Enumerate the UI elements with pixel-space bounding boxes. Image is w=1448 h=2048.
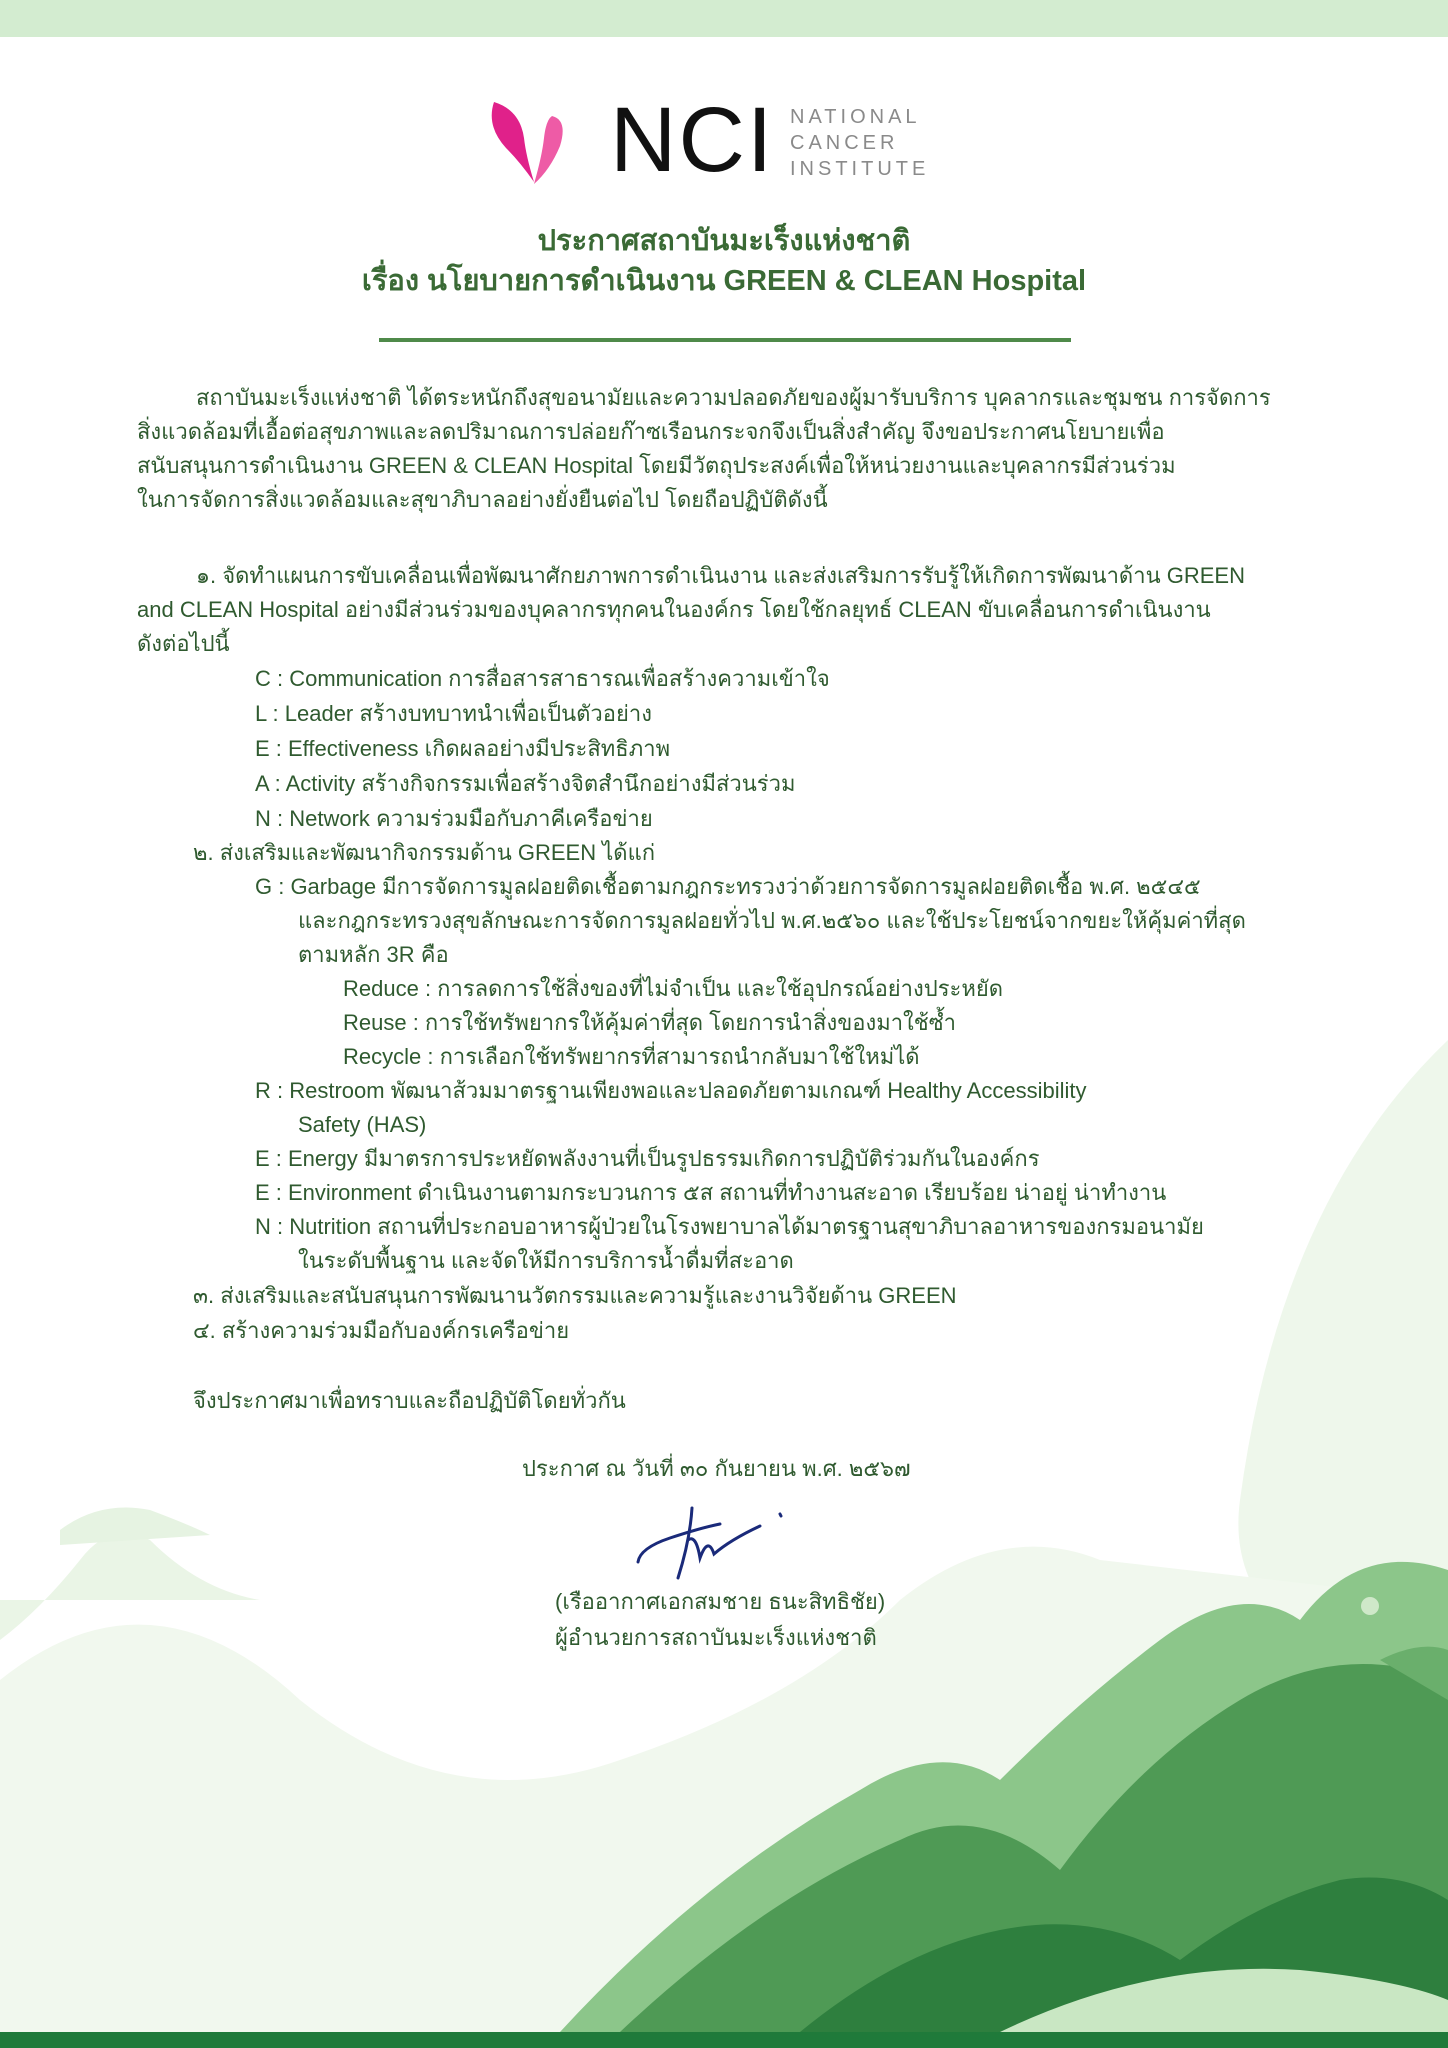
green-garbage: G : Garbage มีการจัดการมูลฝอยติดเชื้อตามกฎกระทรวงว่าด้วยการจัดการมูลฝอยติดเชื้อ พ.ศ. ๒๕๔๕ [255, 874, 1201, 899]
announcement-title: ประกาศสถาบันมะเร็งแห่งชาติ [537, 225, 911, 257]
signer-name: (เรืออากาศเอกสมชาย ธนะสิทธิชัย) [555, 1589, 886, 1614]
logo-line: INSTITUTE [790, 158, 930, 180]
item-1-line: ดังต่อไปนี้ [137, 631, 230, 656]
clean-item: N : Network ความร่วมมือกับภาคีเครือข่าย [255, 806, 653, 831]
intro-line: สิ่งแวดล้อมที่เอื้อต่อสุขภาพและลดปริมาณการปล่อยก๊าซเรือนกระจกจึงเป็นสิ่งสำคัญ จึงขอประกาศนโยบายเพื่อ [137, 419, 1165, 444]
green-garbage-cont: ตามหลัก 3R คือ [298, 942, 449, 967]
green-restroom: R : Restroom พัฒนาส้วมมาตรฐานเพียงพอและปลอดภัยตามเกณฑ์ Healthy Accessibility [255, 1078, 1087, 1103]
closing-statement: จึงประกาศมาเพื่อทราบและถือปฏิบัติโดยทั่วกัน [193, 1388, 626, 1413]
clean-item: L : Leader สร้างบทบาทนำเพื่อเป็นตัวอย่าง [255, 701, 652, 726]
reduce-item: Reduce : การลดการใช้สิ่งของที่ไม่จำเป็น และใช้อุปกรณ์อย่างประหยัด [343, 976, 1004, 1001]
item-1-line: ๑. จัดทำแผนการขับเคลื่อนเพื่อพัฒนาศักยภาพการดำเนินงาน และส่งเสริมการรับรู้ให้เกิดการพัฒนาด้าน GREEN [196, 563, 1245, 588]
logo-line: CANCER [790, 132, 899, 154]
clean-item: E : Effectiveness เกิดผลอย่างมีประสิทธิภาพ [255, 736, 671, 761]
green-restroom-cont: Safety (HAS) [298, 1112, 427, 1137]
recycle-item: Recycle : การเลือกใช้ทรัพยากรที่สามารถนำกลับมาใช้ใหม่ได้ [343, 1044, 920, 1069]
signer-position: ผู้อำนวยการสถาบันมะเร็งแห่งชาติ [555, 1625, 877, 1650]
green-environment: E : Environment ดำเนินงานตามกระบวนการ ๕ส สถานที่ทำงานสะอาด เรียบร้อย น่าอยู่ น่าทำงาน [255, 1180, 1167, 1205]
announcement-subject: เรื่อง นโยบายการดำเนินงาน GREEN & CLEAN Hospital [361, 265, 1087, 297]
clean-item: A : Activity สร้างกิจกรรมเพื่อสร้างจิตสำนึกอย่างมีส่วนร่วม [255, 771, 796, 796]
green-garbage-cont: และกฎกระทรวงสุขลักษณะการจัดการมูลฝอยทั่วไป พ.ศ.๒๕๖๐ และใช้ประโยชน์จากขยะให้คุ้มค่าที่สุด [298, 908, 1246, 933]
reuse-item: Reuse : การใช้ทรัพยากรให้คุ้มค่าที่สุด โดยการนำสิ่งของมาใช้ซ้ำ [343, 1010, 957, 1035]
intro-line: ในการจัดการสิ่งแวดล้อมและสุขาภิบาลอย่างยั่งยืนต่อไป โดยถือปฏิบัติดังนี้ [137, 487, 828, 512]
intro-line: สนับสนุนการดำเนินงาน GREEN & CLEAN Hospital โดยมีวัตถุประสงค์เพื่อให้หน่วยงานและบุคลากรมีส่วนร่วม [137, 453, 1176, 478]
green-energy: E : Energy มีมาตรการประหยัดพลังงานที่เป็นรูปธรรมเกิดการปฏิบัติร่วมกันในองค์กร [255, 1146, 1040, 1171]
clean-item: C : Communication การสื่อสารสาธารณเพื่อสร้างความเข้าใจ [255, 666, 830, 691]
item-3: ๓. ส่งเสริมและสนับสนุนการพัฒนานวัตกรรมและความรู้และงานวิจัยด้าน GREEN [193, 1283, 957, 1308]
butterfly-logo-icon [486, 96, 586, 186]
item-4: ๔. สร้างความร่วมมือกับองค์กรเครือข่าย [193, 1318, 570, 1343]
green-nutrition-cont: ในระดับพื้นฐาน และจัดให้มีการบริการน้ำดื่มที่สะอาด [298, 1248, 794, 1273]
signature [630, 1500, 830, 1580]
green-nutrition: N : Nutrition สถานที่ประกอบอาหารผู้ป่วยในโรงพยาบาลได้มาตรฐานสุขาภิบาลอาหารของกรมอนามัย [255, 1214, 1204, 1239]
logo-subtitle [790, 104, 929, 182]
bottom-band [0, 2032, 1448, 2048]
logo-wordmark: NCI [610, 89, 775, 191]
nci-logo [486, 89, 966, 191]
item-2: ๒. ส่งเสริมและพัฒนากิจกรรมด้าน GREEN ได้แก่ [193, 840, 656, 865]
item-1-line: and CLEAN Hospital อย่างมีส่วนร่วมของบุคลากรทุกคนในองค์กร โดยใช้กลยุทธ์ CLEAN ขับเคลื่อนการดำเนินงาน [137, 597, 1211, 622]
announcement-date: ประกาศ ณ วันที่ ๓๐ กันยายน พ.ศ. ๒๕๖๗ [522, 1456, 911, 1481]
intro-line: สถาบันมะเร็งแห่งชาติ ได้ตระหนักถึงสุขอนามัยและความปลอดภัยของผู้มารับบริการ บุคลากรและชุมชน การจัดการ [196, 385, 1271, 410]
title-divider [379, 338, 1071, 342]
logo-line: NATIONAL [790, 106, 921, 128]
